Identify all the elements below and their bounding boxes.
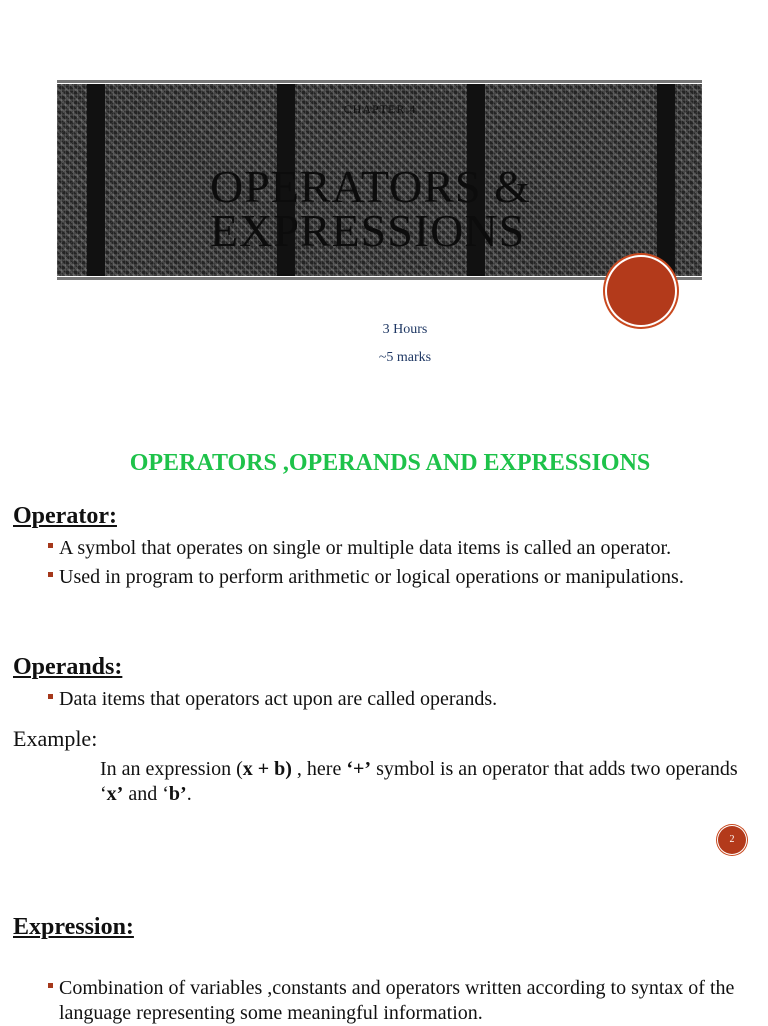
duration-text: 3 Hours	[382, 322, 428, 337]
expression-heading: Expression:	[13, 914, 134, 940]
slide-title-line-1: OPERATORS &	[210, 161, 531, 212]
list-item: Data items that operators act upon are called operands.	[48, 687, 748, 712]
slide-title-line-2: EXPRESSIONS	[210, 205, 526, 256]
list-item: Used in program to perform arithmetic or logical operations or manipulations.	[48, 565, 748, 590]
chapter-label: CHAPTER 4	[343, 102, 417, 116]
banner-bottom-rule	[57, 277, 702, 280]
operator-heading: Operator:	[13, 503, 117, 529]
list-item: Combination of variables ,constants and operators written according to syntax of the language representing some meaningful information.	[48, 976, 762, 1026]
example-label: Example:	[13, 726, 98, 751]
bullet-square-icon	[48, 983, 53, 988]
decorative-circle	[607, 257, 675, 325]
marks-text: ~5 marks	[378, 350, 432, 365]
bullet-square-icon	[48, 694, 53, 699]
section-heading: OPERATORS ,OPERANDS AND EXPRESSIONS	[129, 450, 651, 476]
bullet-square-icon	[48, 543, 53, 548]
bullet-square-icon	[48, 572, 53, 577]
slide-title	[210, 161, 630, 256]
list-item: A symbol that operates on single or multiple data items is called an operator.	[48, 536, 748, 561]
operands-heading: Operands:	[13, 654, 123, 680]
page-number-badge: 2	[718, 826, 746, 854]
banner-top-rule	[57, 80, 702, 83]
example-text: In an expression (x + b) , here ‘+’ symbol is an operator that adds two operands ‘x’ and ‘b’.	[100, 758, 738, 805]
